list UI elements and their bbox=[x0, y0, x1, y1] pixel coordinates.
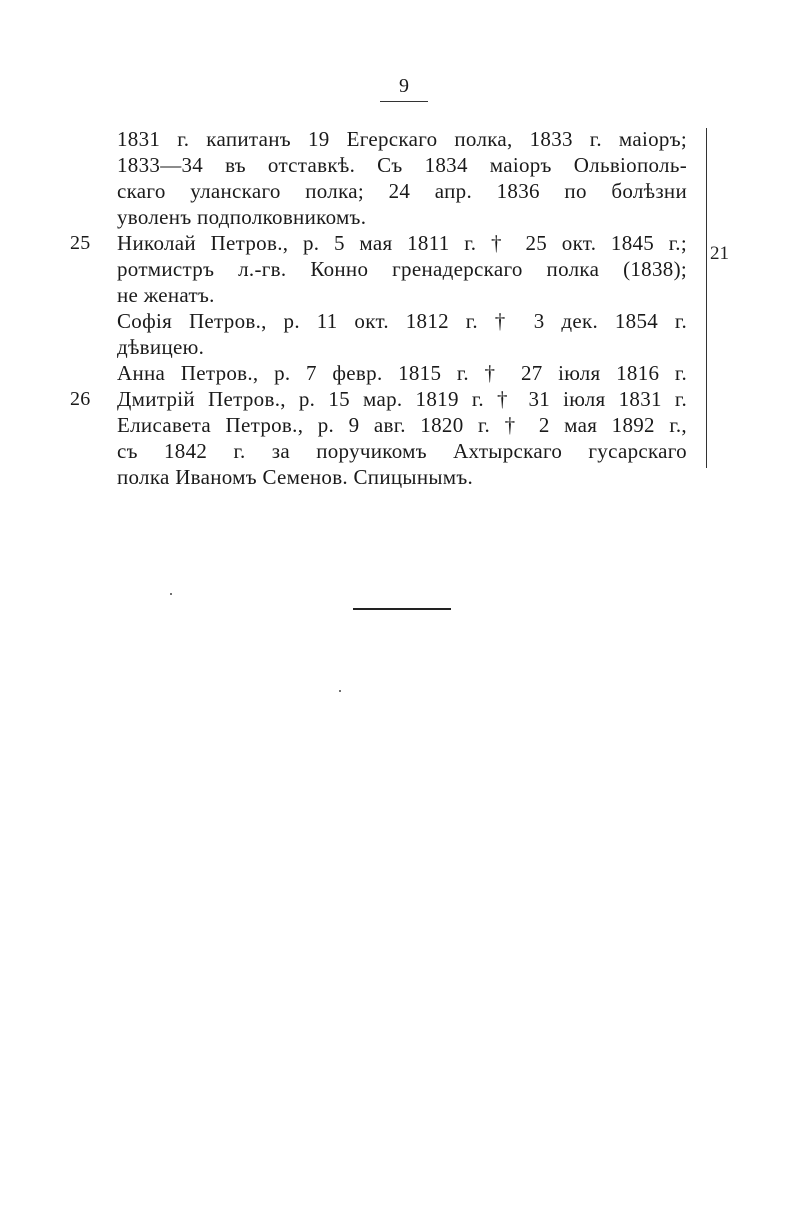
text-line bbox=[70, 334, 690, 360]
text-line bbox=[70, 464, 690, 490]
entry-nikolai bbox=[70, 230, 690, 308]
text-line bbox=[70, 308, 690, 334]
text-line bbox=[70, 152, 690, 178]
entry-text: не женатъ. bbox=[117, 283, 215, 307]
entry-elisaveta bbox=[70, 412, 690, 490]
entry-number: 25 bbox=[70, 232, 91, 254]
entry-text: полка Иваномъ Семенов. Спицынымъ. bbox=[117, 465, 474, 489]
entry-text: дѣвицею. bbox=[117, 335, 205, 359]
page-number-rule bbox=[380, 101, 428, 102]
entry-text: съ 1842 г. за поручикомъ Ахтырскаго гусарскаго bbox=[117, 439, 687, 463]
text-line bbox=[70, 360, 690, 386]
entry-text: ротмистръ л.-гв. Конно гренадерскаго полка (1838); bbox=[117, 257, 687, 281]
entry-anna bbox=[70, 360, 690, 386]
entry-text: Анна Петров., р. 7 февр. 1815 г. † 27 іюля 1816 г. bbox=[117, 361, 687, 385]
text-line bbox=[70, 204, 690, 230]
text-line bbox=[70, 126, 690, 152]
entry-continuation bbox=[70, 126, 690, 230]
entry-text: 1833—34 въ отставкѣ. Съ 1834 маіоръ Ольвіополь- bbox=[117, 153, 687, 177]
entry-text: 1831 г. капитанъ 19 Егерскаго полка, 1833 г. маіоръ; bbox=[117, 127, 687, 151]
entry-text: уволенъ подполковникомъ. bbox=[117, 205, 367, 229]
text-line bbox=[70, 178, 690, 204]
text-line bbox=[70, 282, 690, 308]
entry-sofia bbox=[70, 308, 690, 360]
genealogy-entries bbox=[70, 126, 690, 490]
entry-text: Дмитрій Петров., р. 15 мар. 1819 г. † 31 іюля 1831 г. bbox=[117, 387, 687, 411]
text-line bbox=[70, 386, 690, 412]
text-line bbox=[70, 230, 690, 256]
entry-number: 26 bbox=[70, 388, 91, 410]
entry-text: Елисавета Петров., р. 9 авг. 1820 г. † 2 мая 1892 г., bbox=[117, 413, 687, 437]
print-speck bbox=[339, 690, 341, 692]
text-line bbox=[70, 412, 690, 438]
section-end-rule bbox=[353, 608, 451, 610]
margin-bracket bbox=[700, 128, 707, 468]
entry-text: Софія Петров., р. 11 окт. 1812 г. † 3 дек. 1854 г. bbox=[117, 309, 687, 333]
entry-text: Николай Петров., р. 5 мая 1811 г. † 25 окт. 1845 г.; bbox=[117, 231, 687, 255]
entry-dmitri bbox=[70, 386, 690, 412]
print-speck bbox=[170, 593, 172, 595]
text-line bbox=[70, 438, 690, 464]
entry-text: скаго уланскаго полка; 24 апр. 1836 по болѣзни bbox=[117, 179, 687, 203]
page-number: 9 bbox=[399, 75, 409, 97]
text-line bbox=[70, 256, 690, 282]
margin-reference-number: 21 bbox=[710, 243, 729, 264]
